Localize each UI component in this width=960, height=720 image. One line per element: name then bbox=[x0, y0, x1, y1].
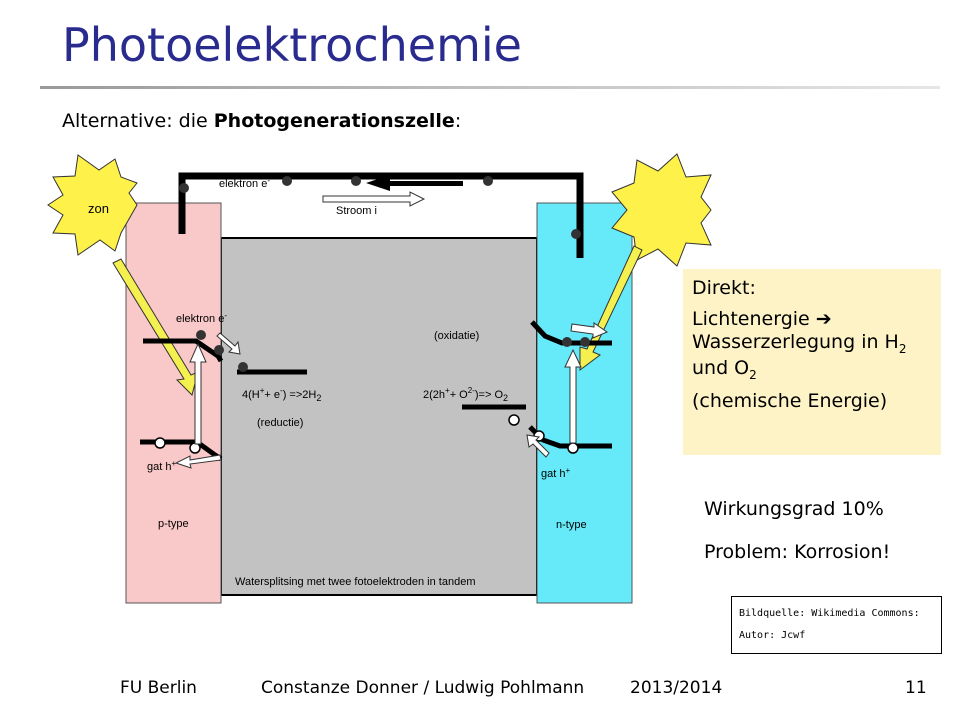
source-line-1: Bildquelle: Wikimedia Commons: bbox=[739, 608, 920, 619]
current-arrow bbox=[323, 192, 424, 206]
reduction-electron-dot bbox=[238, 362, 248, 372]
footer-authors: Constanze Donner / Ludwig Pohlmann bbox=[261, 678, 585, 698]
direct-energy-note: (chemische Energie) bbox=[692, 390, 888, 413]
direct-conversion-box bbox=[683, 269, 941, 455]
footer-year: 2013/2014 bbox=[630, 678, 723, 698]
n-hole-dot bbox=[568, 443, 578, 453]
direct-sub-h2: 2 bbox=[898, 342, 907, 357]
direct-text-a: Lichtenergie bbox=[692, 308, 816, 331]
p-electron-dot bbox=[214, 345, 224, 355]
p-hole-dot bbox=[155, 438, 165, 448]
source-line-2: Autor: Jcwf bbox=[739, 630, 806, 641]
subtitle-prefix: Alternative: die bbox=[62, 110, 214, 132]
label-elektron-top: elektron e- bbox=[219, 176, 270, 190]
p-electron-dot bbox=[196, 330, 206, 340]
label-oxidatie: (oxidatie) bbox=[434, 330, 480, 342]
efficiency-note: Wirkungsgrad 10% bbox=[704, 498, 884, 520]
direct-description bbox=[692, 308, 932, 382]
image-source-box bbox=[731, 596, 942, 654]
label-zon: zon bbox=[88, 201, 109, 216]
direct-sub-o2: 2 bbox=[749, 367, 757, 382]
label-gat-left: gat h+ bbox=[147, 459, 177, 473]
wire-electron-dot bbox=[483, 176, 493, 186]
direct-text-b: Wasserzerlegung in H bbox=[692, 331, 899, 354]
label-oxidation-equation: $2(2h^++ O^{2-})=> O_2$ bbox=[423, 386, 509, 403]
slide-title: Photoelektrochemie bbox=[62, 18, 522, 72]
label-p-type: p-type bbox=[158, 518, 189, 530]
wire-electron-dot bbox=[282, 176, 292, 186]
wire-electron-dot bbox=[571, 229, 581, 239]
diagram-caption: Watersplitsing met twee fotoelektroden in tandem bbox=[235, 576, 476, 588]
n-electron-dot bbox=[580, 337, 590, 347]
n-hole-dot bbox=[509, 415, 519, 425]
subtitle-bold: Photogenerationszelle bbox=[213, 110, 455, 132]
label-reductie: (reductie) bbox=[257, 417, 304, 429]
n-electron-dot bbox=[562, 337, 572, 347]
p-type-electrode bbox=[126, 203, 221, 603]
footer-page-number: 11 bbox=[905, 678, 927, 698]
problem-note: Problem: Korrosion! bbox=[704, 541, 891, 563]
direct-text-c: und O bbox=[692, 356, 750, 379]
subtitle-suffix: : bbox=[454, 110, 462, 132]
wire-electron-dot bbox=[179, 183, 189, 193]
label-gat-right: gat h+ bbox=[541, 466, 571, 480]
label-elektron-left: elektron e- bbox=[176, 311, 227, 325]
label-stroom: Stroom i bbox=[336, 205, 377, 217]
direct-heading: Direkt: bbox=[692, 277, 756, 299]
right-arrow-icon: ➔ bbox=[815, 308, 832, 331]
label-reduction-equation: $4(H^++ e^-) =>2H_2$ bbox=[242, 386, 322, 403]
footer-institution: FU Berlin bbox=[120, 678, 197, 698]
label-n-type: n-type bbox=[556, 519, 587, 531]
wire-electron-dot bbox=[351, 176, 361, 186]
n-type-electrode bbox=[537, 203, 632, 603]
